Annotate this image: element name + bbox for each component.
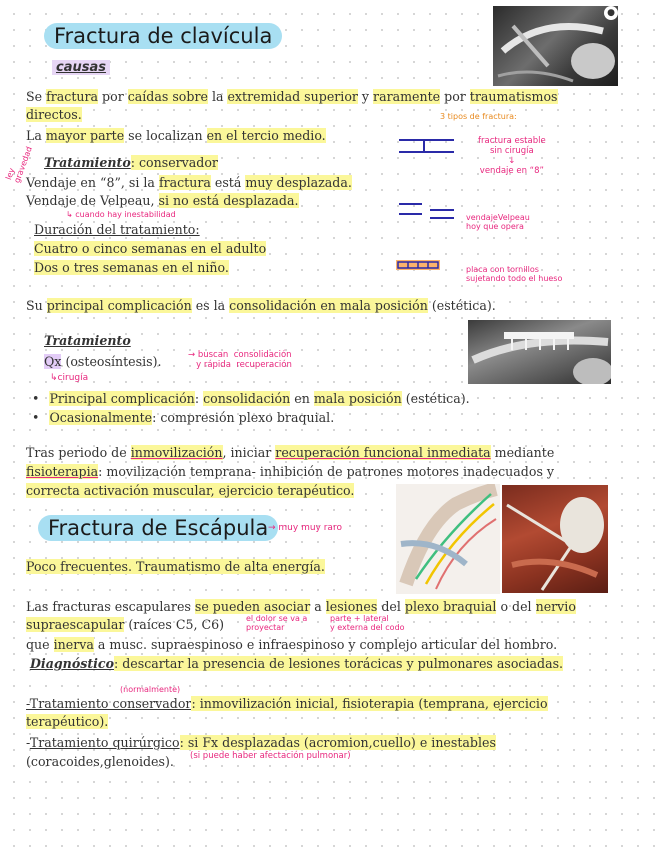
xray-plate-sketch: [468, 320, 611, 384]
bullet-item: • Principal complicación: consolidación en mala posición (estética).: [32, 390, 470, 407]
plexus-sketch: [396, 484, 500, 594]
text-line: Su principal complicación es la consolidación en mala posición (estética).: [26, 298, 496, 313]
raro-note: → muy muy raro: [268, 523, 342, 533]
side-note: ley gravedad: [4, 145, 34, 185]
text-line: directos.: [26, 107, 82, 122]
text-line: La mayor parte se localizan en el tercio medio.: [26, 128, 326, 143]
bullet-item: • Ocasionalmente: compresión plexo braquial.: [32, 409, 334, 426]
text-line: fisioterapia: movilización temprana- inhibición de patrones motores inadecuados y: [26, 464, 555, 479]
tratamiento-heading-2: Tratamiento: [44, 333, 131, 348]
clavicle-xray-image: [493, 6, 618, 86]
section-title-clavicula: Fractura de clavícula: [44, 23, 282, 49]
dolor-note: el dolor se va a proyectar: [246, 614, 308, 632]
fractura-estable-note: fractura estable sin cirugía ↓ vendaje en “8”: [478, 136, 546, 176]
text-line: Tras periodo de inmovilización, iniciar recuperación funcional inmediata mediante: [26, 445, 555, 460]
section-title-escapula: Fractura de Escápula: [38, 515, 278, 541]
qx-line: Qx (osteosíntesis).: [44, 354, 162, 369]
brachial-plexus-image: [396, 484, 500, 594]
text-line: Poco frecuentes. Traumatismo de alta energía.: [26, 559, 325, 574]
text-line: -Tratamiento conservador: inmovilización inicial, fisioterapia (temprana, ejercicio: [26, 696, 548, 711]
text-line: Dos o tres semanas en el niño.: [34, 260, 229, 275]
text-line: Se fractura por caídas sobre la extremidad superior y raramente por traumatismos: [26, 89, 558, 104]
placa-note: placa con tornillos sujetando todo el hueso: [466, 265, 563, 283]
text-line: -Tratamiento quirúrgico: si Fx desplazadas (acromion,cuello) e inestables: [26, 735, 496, 750]
osteosynthesis-xray-image: [468, 320, 611, 384]
text-line: Vendaje en “8”, si la fractura está muy desplazada.: [26, 175, 352, 190]
tipos-note: 3 tipos de fractura:: [440, 112, 517, 121]
fracture-type-sketches: [394, 132, 464, 282]
text-line: correcta activación muscular, ejercicio terapéutico.: [26, 483, 355, 498]
causas-heading: causas: [52, 60, 110, 75]
afectacion-note: (si puede haber afectación pulmonar): [190, 751, 351, 761]
diagnostico-line: Diagnóstico: descartar la presencia de lesiones torácicas y pulmonares asociadas.: [30, 656, 564, 671]
text-line: Vendaje de Velpeau, si no está desplazada.: [26, 193, 299, 208]
xray-bones-sketch: [493, 6, 618, 86]
buscan-note: → buscan consolidación y rápida recuperación: [188, 350, 292, 370]
parte-note: parte + lateral y externa del codo: [330, 614, 405, 632]
velpeau-note: vendajeVelpeau hoy que opera: [466, 213, 530, 231]
cirugia-note: ↳cirugía: [50, 373, 89, 383]
text-line: que inerva a musc. supraespinoso e infraespinoso y complejo articular del hombro.: [26, 637, 558, 652]
text-line: Cuatro o cinco semanas en el adulto: [34, 241, 267, 256]
scapula-muscle-image: [502, 485, 608, 593]
inestabilidad-note: ↳ cuando hay inestabilidad: [66, 210, 176, 219]
text-line: supraescapular (raíces C5, C6): [26, 617, 225, 632]
text-line: terapéutico).: [26, 714, 109, 729]
muscle-sketch: [502, 485, 608, 593]
text-line: (coracoides,glenoides).: [26, 754, 174, 769]
duracion-heading: Duración del tratamiento:: [34, 222, 200, 237]
normalmente-note: (normalmente): [120, 685, 181, 694]
tratamiento-line: Tratamiento: conservador: [44, 155, 218, 170]
image-marker-icon: ●: [604, 6, 618, 20]
text-line: Las fracturas escapulares se pueden asociar a lesiones del plexo braquial o del nervio: [26, 599, 576, 614]
